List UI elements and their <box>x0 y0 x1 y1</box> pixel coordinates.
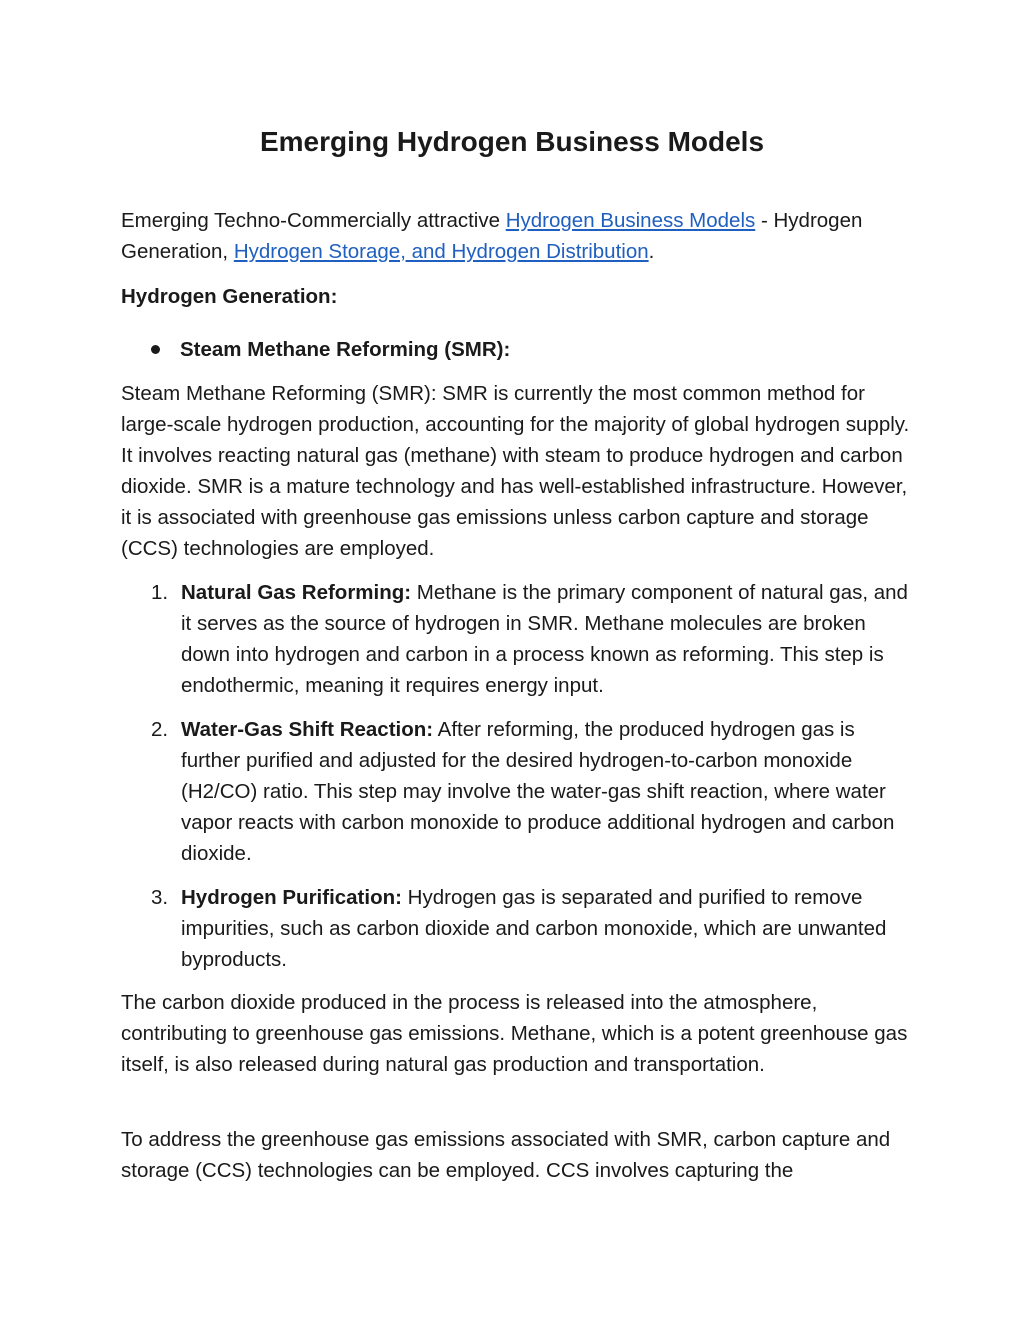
smr-paragraph: Steam Methane Reforming (SMR): SMR is currently the most common method for large-scale hydrogen production, accounting for the majority of global hydrogen supply. It involves reacting natural gas (methane) with steam to produce hydrogen and carbon dioxide. SMR is a mature technology and has well-established infrastructure. However, it is associated with greenhouse gas emissions unless carbon capture and storage (CCS) technologies are employed. <box>121 382 910 560</box>
hydrogen-storage-distribution-link[interactable]: Hydrogen Storage, and Hydrogen Distribution <box>233 240 649 263</box>
step-number: 1. <box>151 581 169 604</box>
step-content <box>181 577 911 701</box>
step-content <box>181 714 911 869</box>
intro-text-middle: - Hydrogen Generation, <box>121 209 863 263</box>
intro-text-start: Emerging Techno-Commercially attractive <box>121 209 506 232</box>
step-number: 2. <box>151 718 169 741</box>
intro-text-end: . <box>648 240 655 263</box>
step-item <box>121 714 911 869</box>
step-text: Methane is the primary component of natural gas, and it serves as the source of hydrogen in SMR. Methane molecules are broken down into hydrogen and carbon in a process known as reforming. This step is endothermic, meaning it requires energy input. <box>181 581 908 697</box>
step-label: Hydrogen Purification: <box>181 886 402 909</box>
step-number: 3. <box>151 886 169 909</box>
bullet-icon <box>151 345 160 354</box>
document-title: Emerging Hydrogen Business Models <box>259 126 765 157</box>
co2-paragraph: The carbon dioxide produced in the process is released into the atmosphere, contributing to greenhouse gas emissions. Methane, which is a potent greenhouse gas itself, is also released during natural gas production and transportation. <box>121 991 908 1076</box>
bullet-item-label: Steam Methane Reforming (SMR): <box>180 338 511 361</box>
section-heading-hydrogen-generation: Hydrogen Generation: <box>121 285 338 308</box>
step-label: Water-Gas Shift Reaction: <box>181 718 434 741</box>
ccs-paragraph: To address the greenhouse gas emissions associated with SMR, carbon capture and storage (CCS) technologies can be employed. CCS involves capturing the <box>121 1128 891 1182</box>
step-item <box>121 577 911 701</box>
step-text: Hydrogen gas is separated and purified to remove impurities, such as carbon dioxide and carbon monoxide, which are unwanted byproducts. <box>181 886 887 971</box>
step-text: After reforming, the produced hydrogen gas is further purified and adjusted for the desired hydrogen-to-carbon monoxide (H2/CO) ratio. This step may involve the water-gas shift reaction, where water vapor reacts with carbon monoxide to produce additional hydrogen and carbon dioxide. <box>181 718 895 865</box>
numbered-step-list <box>121 577 911 988</box>
hydrogen-business-models-link[interactable]: Hydrogen Business Models <box>505 209 756 232</box>
step-label: Natural Gas Reforming: <box>181 581 412 604</box>
step-item <box>121 882 911 975</box>
intro-paragraph <box>121 205 911 267</box>
bullet-list-item <box>151 334 510 365</box>
step-content <box>181 882 911 975</box>
